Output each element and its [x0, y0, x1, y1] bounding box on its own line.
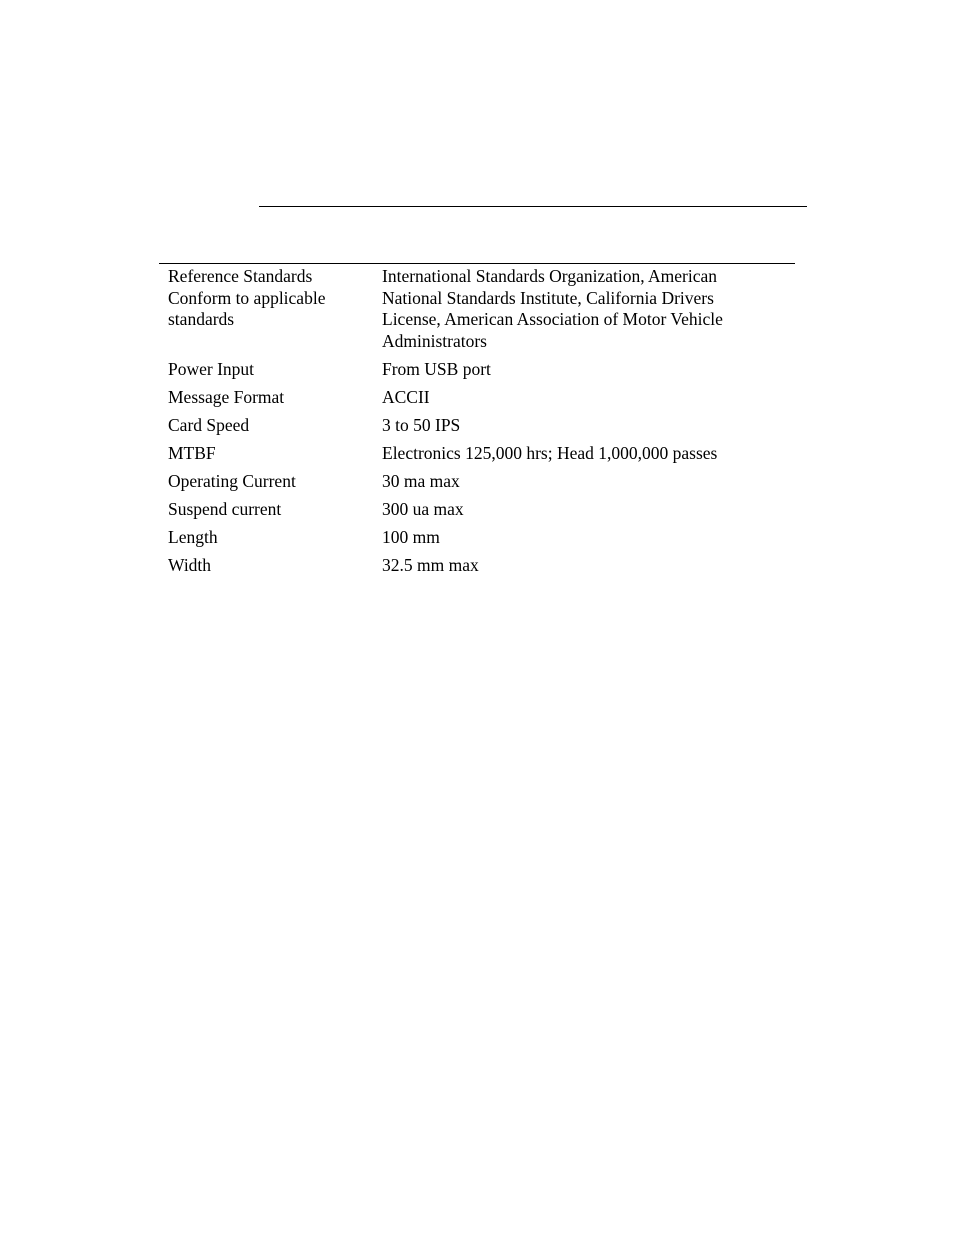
spec-label: Reference Standards Conform to applicable standards [168, 266, 326, 330]
spec-label: Card Speed [168, 414, 250, 435]
spec-value: 100 mm [382, 526, 440, 547]
specifications-table [159, 263, 795, 583]
spec-row-card-speed [159, 415, 795, 437]
spec-row-power-input [159, 359, 795, 381]
header-rule [259, 206, 807, 207]
spec-label: Power Input [168, 358, 255, 379]
spec-row-reference-standards [159, 266, 795, 352]
spec-label: Suspend current [168, 498, 282, 519]
spec-label: Message Format [168, 386, 285, 407]
spec-value: 30 ma max [382, 470, 460, 491]
spec-value: From USB port [382, 358, 491, 379]
spec-value: 32.5 mm max [382, 554, 479, 575]
spec-row-width [159, 555, 795, 577]
spec-value: International Standards Organization, American National Standards Institute, California Drivers License, American Association of Motor Vehicle Administrators [382, 266, 723, 351]
spec-value: ACCII [382, 386, 430, 407]
spec-value: 3 to 50 IPS [382, 414, 461, 435]
spec-label: Width [168, 554, 212, 575]
spec-row-mtbf [159, 443, 795, 465]
spec-label: MTBF [168, 442, 216, 463]
spec-label: Operating Current [168, 470, 296, 491]
spec-row-length [159, 527, 795, 549]
spec-row-suspend-current [159, 499, 795, 521]
spec-value: Electronics 125,000 hrs; Head 1,000,000 passes [382, 442, 718, 463]
spec-row-operating-current [159, 471, 795, 493]
spec-label: Length [168, 526, 218, 547]
spec-row-message-format [159, 387, 795, 409]
spec-value: 300 ua max [382, 498, 464, 519]
